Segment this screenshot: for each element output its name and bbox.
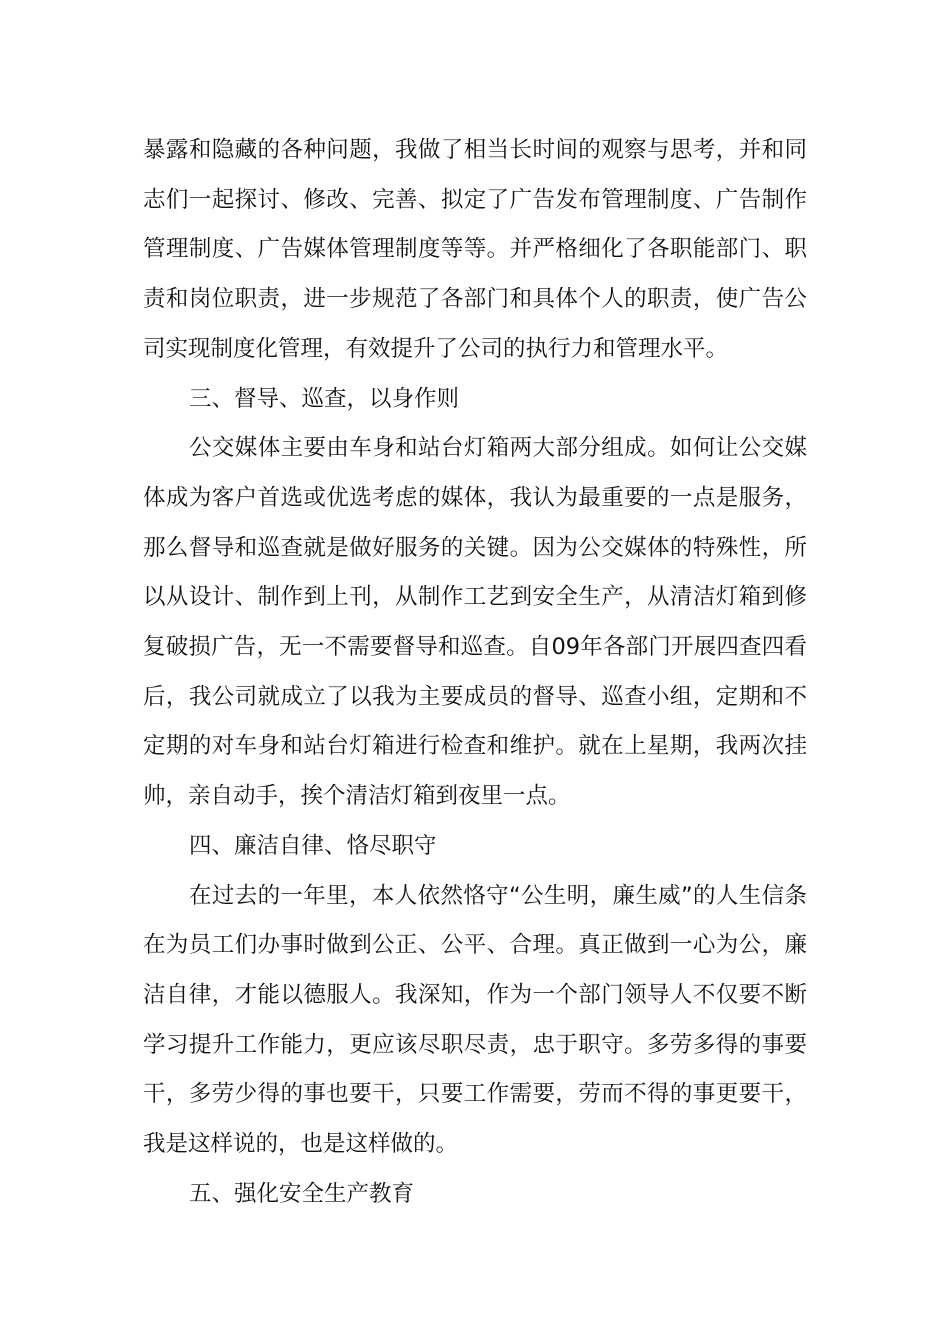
section-heading-5: 五、强化安全生产教育: [189, 1180, 415, 1207]
paragraph-1: 暴露和隐藏的各种问题，我做了相当长时间的观察与思考，并和同志们一起探讨、修改、完善、拟定了广告发布管理制度、广告制作管理制度、广告媒体管理制度等等。并严格细化了各职能部门、职责和岗位职责，进一步规范了各部门和具体个人的职责，使广告公司实现制度化管理，有效提升了公司的执行力和管理水平。: [143, 137, 807, 362]
paragraph-3: 在过去的一年里，本人依然恪守“公生明，廉生威”的人生信条在为员工们办事时做到公正、公平、合理。真正做到一心为公，廉洁自律，才能以德服人。我深知，作为一个部门领导人不仅要不断学习提升工作能力，更应该尽职尽责，忠于职守。多劳多得的事要干，多劳少得的事也要干，只要工作需要，劳而不得的事更要干，我是这样说的，也是这样做的。: [143, 882, 807, 1158]
section-heading-4: 四、廉洁自律、恪尽职守: [189, 832, 437, 859]
section-heading-3: 三、督导、巡查，以身作则: [189, 385, 460, 412]
document-body: [143, 126, 807, 1219]
paragraph-2: 公交媒体主要由车身和站台灯箱两大部分组成。如何让公交媒体成为客户首选或优选考虑的媒体，我认为最重要的一点是服务，那么督导和巡查就是做好服务的关键。因为公交媒体的特殊性，所以从设计、制作到上刊，从制作工艺到安全生产，从清洁灯箱到修复破损广告，无一不需要督导和巡查。自09年各部门开展四查四看后，我公司就成立了以我为主要成员的督导、巡查小组，定期和不定期的对车身和站台灯箱进行检查和维护。就在上星期，我两次挂帅，亲自动手，挨个清洁灯箱到夜里一点。: [143, 435, 807, 810]
